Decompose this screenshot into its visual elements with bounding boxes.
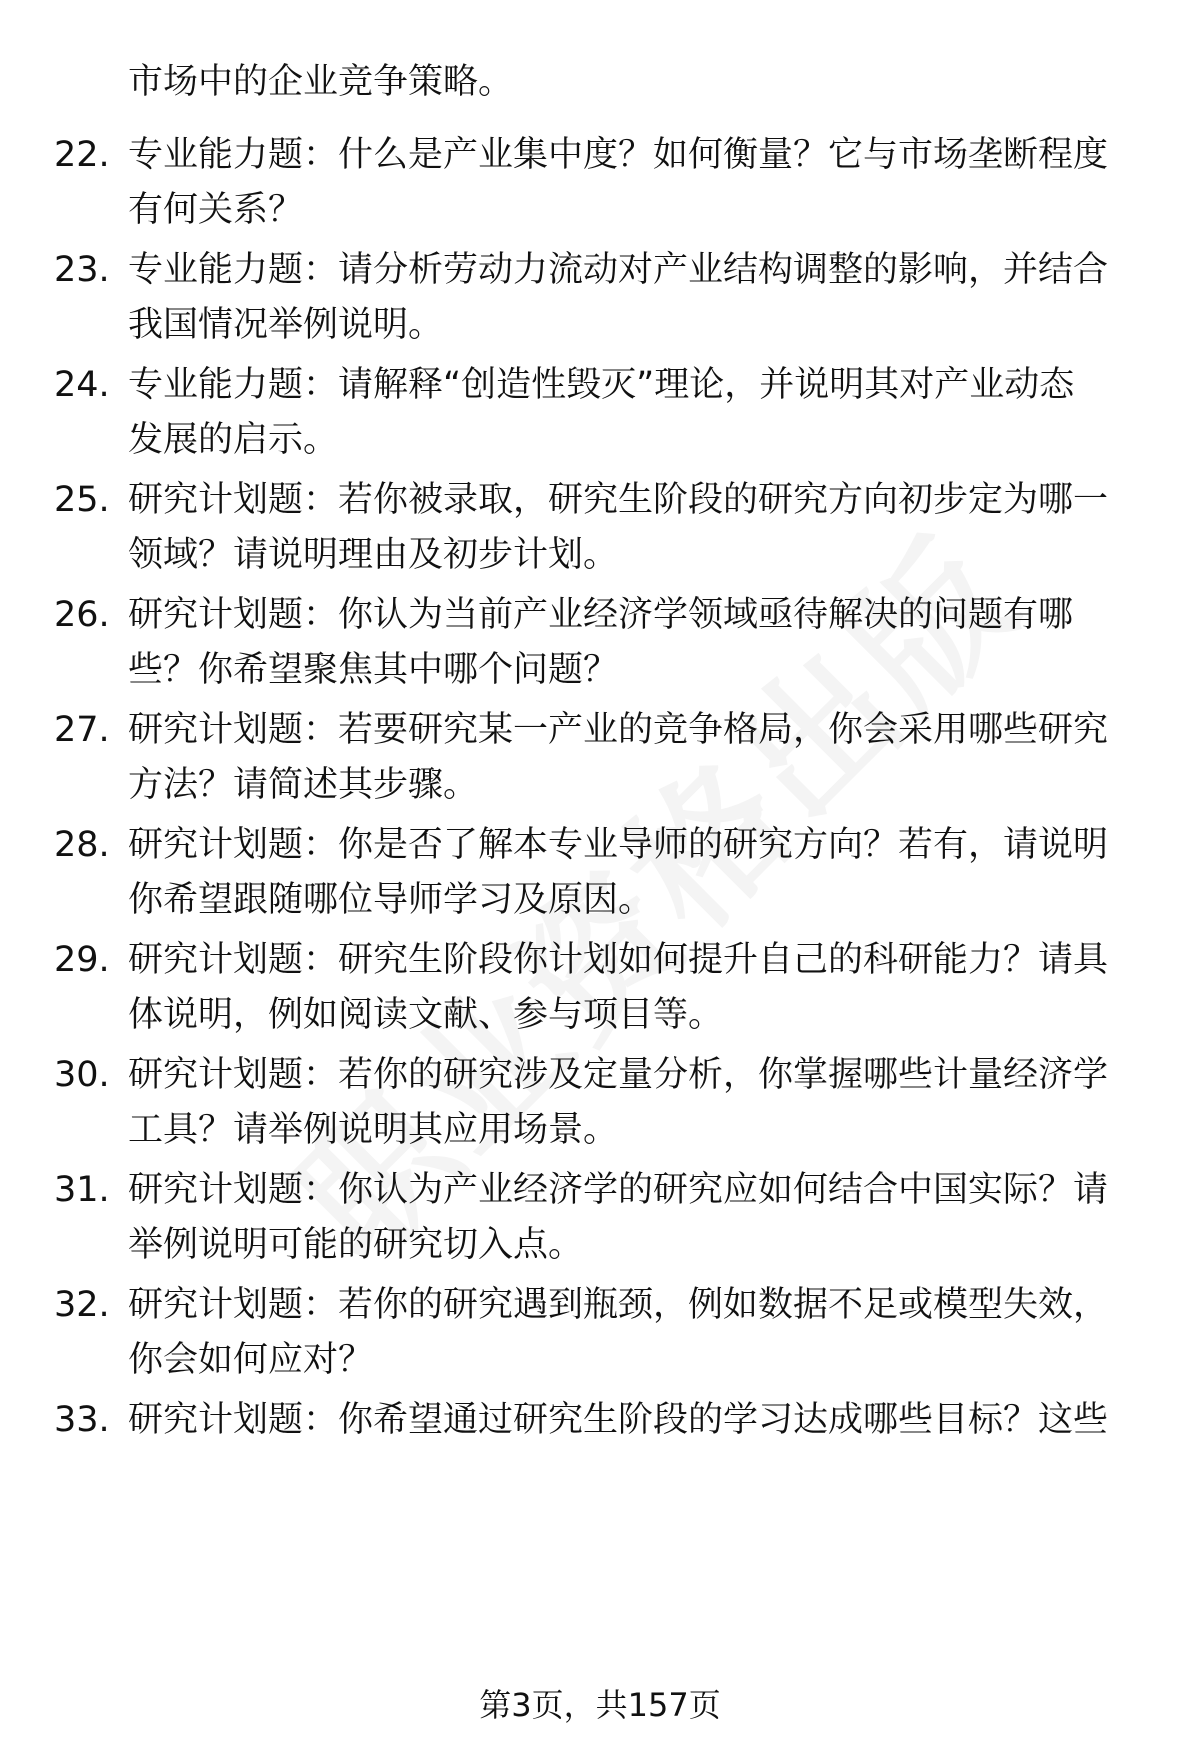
question-text: 研究计划题：你认为产业经济学的研究应如何结合中国实际？请 举例说明可能的研究切入点。 [128, 1170, 1109, 1265]
question-text: 研究计划题：若要研究某一产业的竞争格局，你会采用哪些研究 方法？请简述其步骤。 [128, 710, 1109, 805]
question-text: 研究计划题：研究生阶段你计划如何提升自己的科研能力？请具 体说明，例如阅读文献、参与项目等。 [128, 940, 1109, 1035]
question-text: 研究计划题：若你的研究涉及定量分析，你掌握哪些计量经济学 工具？请举例说明其应用场景。 [128, 1055, 1109, 1150]
question-number: 26. [54, 595, 110, 635]
question-number: 25. [54, 480, 110, 520]
question-text: 研究计划题：若你的研究遇到瓶颈，例如数据不足或模型失效， 你会如何应对？ [128, 1285, 1109, 1380]
continuation-text: 市场中的企业竞争策略。 [128, 62, 514, 102]
question-number: 33. [54, 1400, 110, 1440]
question-text: 专业能力题：什么是产业集中度？如何衡量？它与市场垄断程度 有何关系？ [128, 135, 1109, 230]
question-number: 24. [54, 365, 110, 405]
question-number: 28. [54, 825, 110, 865]
question-number: 27. [54, 710, 110, 750]
question-number: 30. [54, 1055, 110, 1095]
page-footer: 第3页，共157页 [479, 1686, 721, 1724]
question-text: 专业能力题：请分析劳动力流动对产业结构调整的影响，并结合 我国情况举例说明。 [128, 250, 1109, 345]
question-text: 研究计划题：你是否了解本专业导师的研究方向？若有，请说明 你希望跟随哪位导师学习及原因。 [128, 825, 1109, 920]
question-number: 29. [54, 940, 110, 980]
question-text: 专业能力题：请解释“创造性毁灭”理论，并说明其对产业动态 发展的启示。 [128, 365, 1075, 460]
question-number: 32. [54, 1285, 110, 1325]
question-text: 研究计划题：你认为当前产业经济学领域亟待解决的问题有哪 些？你希望聚焦其中哪个问题？ [128, 595, 1074, 690]
question-number: 31. [54, 1170, 110, 1210]
question-text: 研究计划题：若你被录取，研究生阶段的研究方向初步定为哪一 领域？请说明理由及初步计划。 [128, 480, 1109, 575]
question-text: 研究计划题：你希望通过研究生阶段的学习达成哪些目标？这些 [128, 1400, 1109, 1440]
question-number: 22. [54, 135, 110, 175]
question-number: 23. [54, 250, 110, 290]
